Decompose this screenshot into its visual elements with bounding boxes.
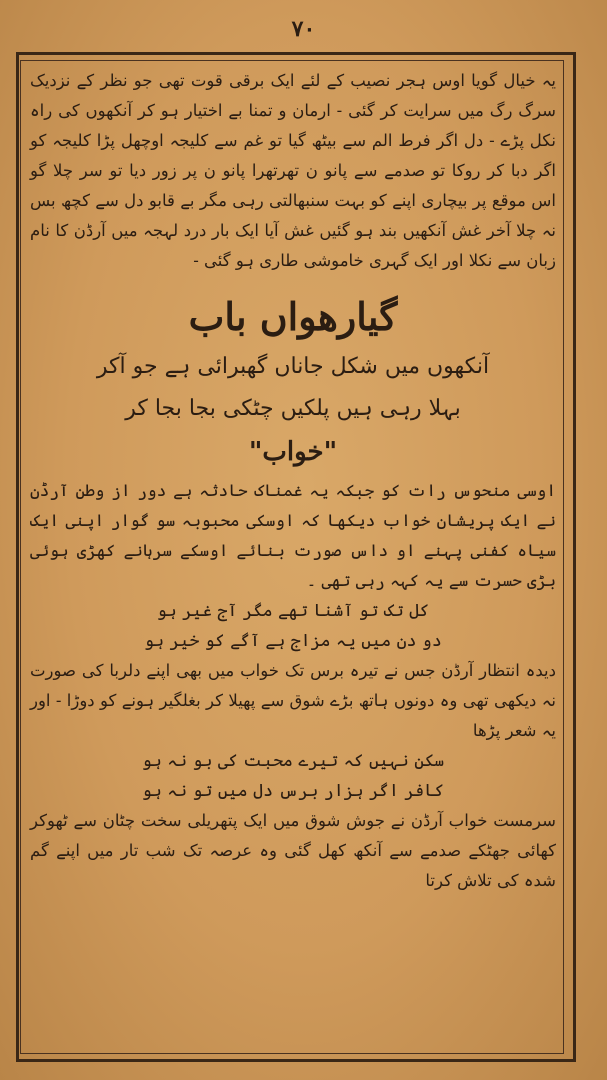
couplet-line-2: بہلا رہی ہیں پلکیں چٹکی بجا بجا کر (125, 396, 461, 421)
chapter-title: گیارھواں باب (188, 294, 398, 339)
page-number: ۷۰ (291, 16, 316, 42)
paragraph-4: سرمست خواب آرڈن نے جوش شوق میں ایک پتھریلی سخت چٹان سے ٹھوکر کھائی جھٹکے صدمے سے آنکھ کھل گئی وہ عرصہ تک شب تار میں اپنے گم شدہ کی تلاش کرتا (30, 811, 556, 890)
page-content (30, 66, 556, 896)
verse-line-1: کل تک تو آشنا تھے مگر آج غیر ہو (156, 601, 430, 621)
verse-line-2: دو دن میں یہ مزاج ہے آگے کو خیر ہو (144, 631, 442, 651)
verse-line-4: کافر اگر ہزار برس دل میں تو نہ ہو (141, 781, 445, 801)
verse-line-3: سکن نہیں کہ تیرے محبت کی بو نہ ہو (141, 751, 445, 771)
paragraph-2: اوسی منحوس رات کو جبکہ یہ غمناک حادثہ ہے دور از وطن آرڈن نے ایک پریشان خواب دیکھا کہ اوسکی محبوبہ سو گوار اپنی ایک سیاہ کفنی پہنے او داس صورت بنائے اوسکے سرہانے کھڑی ہوئی بڑی حسرت سے یہ کہہ رہی تھی ۔ (30, 481, 556, 590)
couplet-line-1: آنکھوں میں شکل جاناں گھبرائی ہے جو آکر (96, 354, 490, 379)
paragraph-3: دیدہ انتظار آرڈن جس نے تیرہ برس تک خواب میں بھی اپنے دلربا کی صورت نہ دیکھی تھی وہ دونوں ہاتھ بڑے شوق سے پھیلا کر بغلگیر ہونے کو دوڑا - اور یہ شعر پڑھا (30, 661, 556, 740)
paragraph-1: یہ خیال گویا اوس ہجر نصیب کے لئے ایک برقی قوت تھی جو نظر کے نزدیک سرگ رگ میں سرایت کر گئی - ارمان و تمنا بے اختیار ہو کر آنکھوں کی راہ نکل پڑے - دل اگر فرط الم سے بیٹھ گیا تو غم سے کلیجہ اوچھل پڑا کلیجہ کو اگر دبا کر روکا تو صدمے سے پانو ن تھرتھرا پانو ن پر زور دیا تو سر چلا گو اس موقع پر بیچاری اپنے کو بہت سنبھالتی رہی مگر بے قابو دل سے کچھ بس نہ چلا آخر غش آنکھیں بند ہو گئیں غش آیا ایک بار درد لہجہ میں آرڈن کا نام زبان سے نکلا اور ایک گہری خاموشی طاری ہو گئی - (30, 71, 556, 270)
section-title: "خواب" (248, 437, 338, 467)
